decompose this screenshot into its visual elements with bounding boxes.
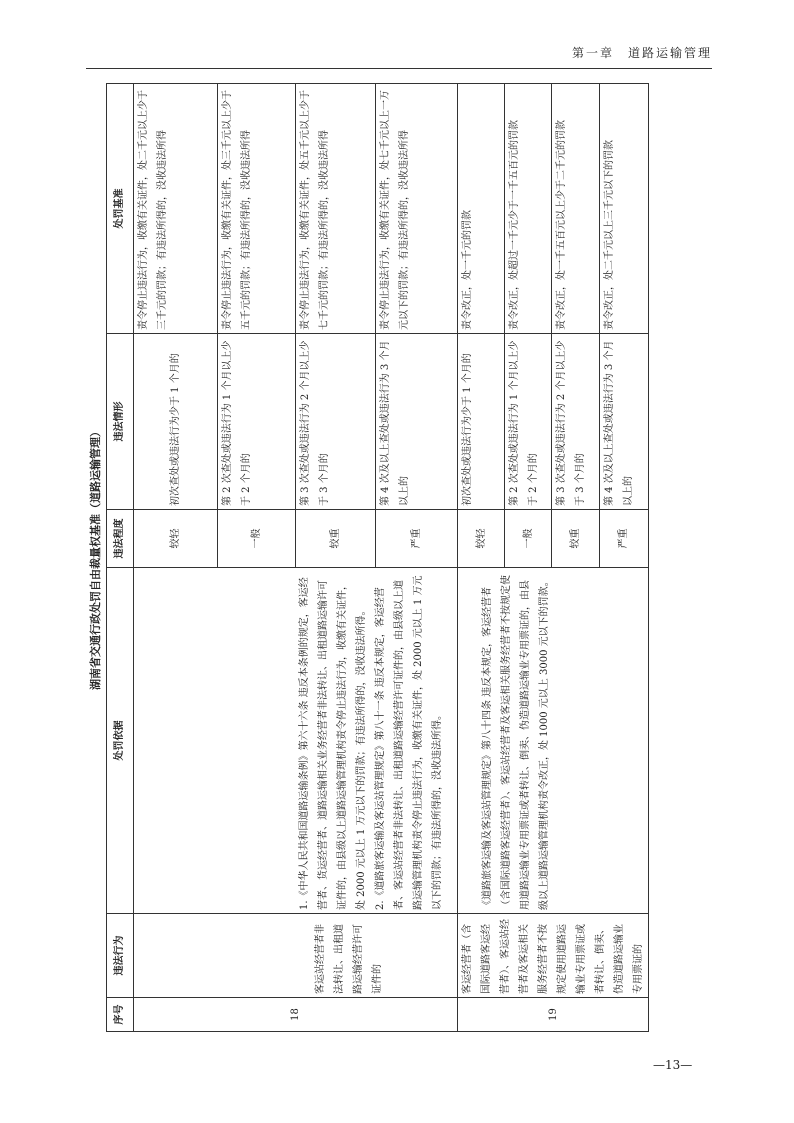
col-header-degree: 违法程度 [107, 510, 134, 568]
violation-degree: 较重 [552, 510, 599, 568]
penalty-standard: 责令改正，处一千五百元以上少于二千元的罚款 [552, 84, 599, 334]
header-rule [86, 68, 712, 69]
row-number: 18 [134, 998, 458, 1032]
penalty-standard: 责令停止违法行为，收缴有关证件，处三千元以上少于五千元的罚款；有违法所得的，没收违法所得 [218, 84, 296, 334]
table-caption: 湖南省交通行政处罚自由裁量权基准（道路运输管理） [89, 426, 102, 690]
violation-degree: 一般 [218, 510, 296, 568]
table-row [134, 84, 218, 1032]
violation-situation: 第 3 次查处或违法行为 2 个月以上少于 3 个月的 [552, 334, 599, 510]
chapter-title: 第一章 道路运输管理 [571, 46, 712, 60]
col-header-act: 违法行为 [107, 914, 134, 998]
rotated-table-container [86, 84, 712, 1032]
col-header-basis: 处罚依据 [107, 568, 134, 914]
col-header-situation: 违法情形 [107, 334, 134, 510]
violation-situation: 第 2 次查处或违法行为 1 个月以上少于 2 个月的 [505, 334, 552, 510]
violation-degree: 较重 [296, 510, 376, 568]
page-number: —13— [653, 1058, 693, 1072]
penalty-standard: 责令停止违法行为，收缴有关证件，处五千元以上少于七千元的罚款；有违法所得的，没收违法所得 [296, 84, 376, 334]
penalty-standard: 责令改正，处超过一千元少于一千五百元的罚款 [505, 84, 552, 334]
violation-act: 客运经营者（含国际道路客运经营者）、客运站经营者及客运相关服务经营者不按规定使用道路运输业专用票证或者转让、倒卖、伪造道路运输业专用票证的 [458, 914, 649, 998]
violation-degree: 严重 [599, 510, 648, 568]
violation-degree: 严重 [376, 510, 458, 568]
penalty-basis: 1.《中华人民共和国道路运输条例》第六十六条 违反本条例的规定，客运经营者、货运经营者、道路运输相关业务经营者非法转让、出租道路运输许可证件的，由县级以上道路运输管理机构责令停止违法行为，收缴有关证件，处 2000 元以上 1 万元以下的罚款；有违法所得的，没收违法所得。 2.《道路旅客运输及客运站管理规定》第八十一条 违反本规定，客运经营者、客运站经营者非法转让、出租道路运输经营许可证件的，由县级以上道路运输管理机构责令停止违法行为，收缴有关证件，处 2000 元以上 1 万元以下的罚款；有违法所得的，没收违法所得。 [134, 568, 458, 914]
violation-situation: 初次查处或违法行为少于 1 个月的 [458, 334, 505, 510]
table-header-row [107, 84, 134, 1032]
violation-situation: 第 4 次及以上查处或违法行为 3 个月以上的 [376, 334, 458, 510]
violation-situation: 第 2 次查处或违法行为 1 个月以上少于 2 个月的 [218, 334, 296, 510]
col-header-penalty: 处罚基准 [107, 84, 134, 334]
penalty-basis: 《道路旅客运输及客运站管理规定》第八十四条 违反本规定，客运经营者（含国际道路客运经营者）、客运站经营者及客运相关服务经营者不按规定使用道路运输业专用票证或者转让、倒卖、伪造道路运输业专用票证的，由县级以上道路运输管理机构责令改正，处 1000 元以上 3000 元以下的罚款。 [458, 568, 649, 914]
table-row [458, 84, 505, 1032]
penalty-standard: 责令改正，处一千元的罚款 [458, 84, 505, 334]
violation-situation: 第 4 次及以上查处或违法行为 3 个月以上的 [599, 334, 648, 510]
penalty-table [106, 83, 649, 1032]
col-header-no: 序号 [107, 998, 134, 1032]
violation-degree: 一般 [505, 510, 552, 568]
violation-act: 客运站经营者非法转让、出租道路运输经营许可证件的 [134, 914, 458, 998]
penalty-standard: 责令停止违法行为，收缴有关证件，处七千元以上一万元以下的罚款；有违法所得的，没收违法所得 [376, 84, 458, 334]
violation-situation: 第 3 次查处或违法行为 2 个月以上少于 3 个月的 [296, 334, 376, 510]
penalty-standard: 责令停止违法行为，收缴有关证件，处二千元以上少于三千元的罚款；有违法所得的，没收违法所得 [134, 84, 218, 334]
violation-degree: 较轻 [134, 510, 218, 568]
violation-situation: 初次查处或违法行为少于 1 个月的 [134, 334, 218, 510]
violation-degree: 较轻 [458, 510, 505, 568]
row-number: 19 [458, 998, 649, 1032]
penalty-standard: 责令改正，处二千元以上三千元以下的罚款 [599, 84, 648, 334]
